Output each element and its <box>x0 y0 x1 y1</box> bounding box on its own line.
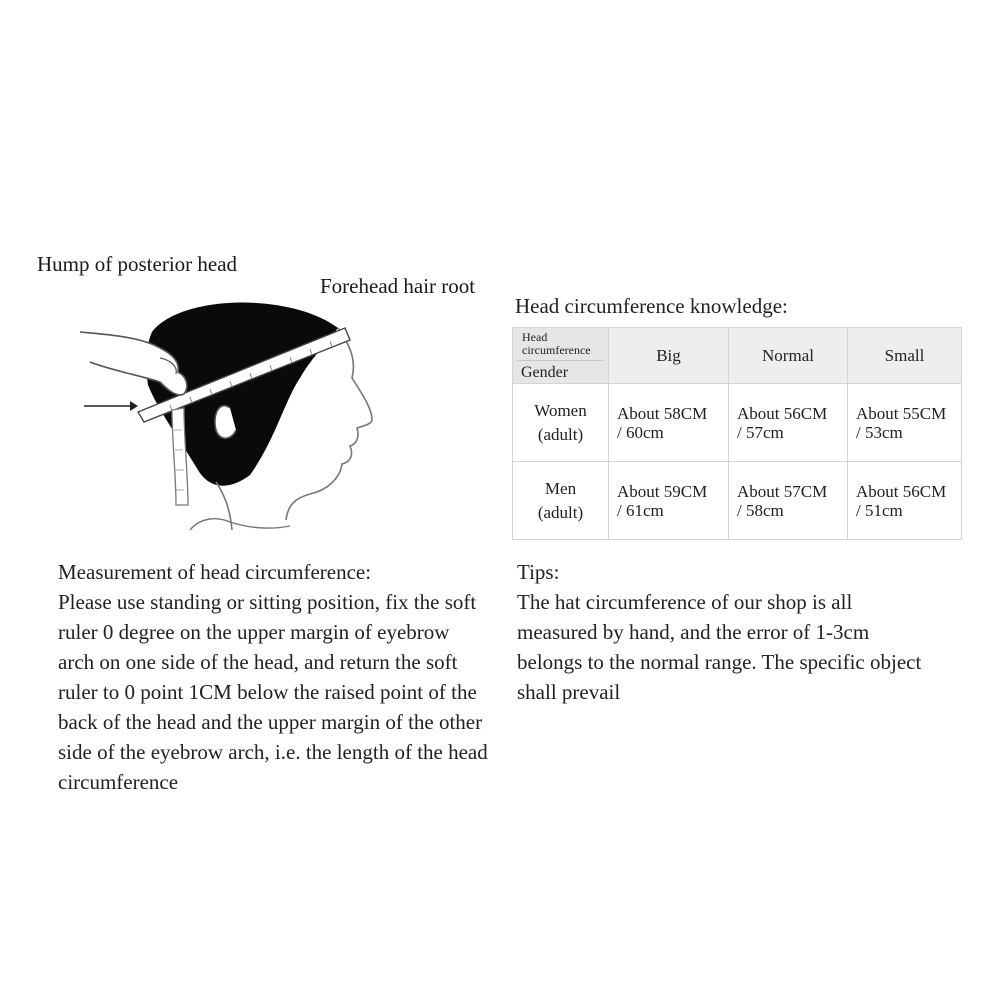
size-value-alt: / 51cm <box>856 500 903 520</box>
head-measurement-illustration <box>60 290 390 540</box>
table-corner-cell <box>513 328 609 384</box>
size-value-alt: / 53cm <box>856 422 903 442</box>
size-value: About 57CM <box>737 481 828 501</box>
size-cell-women-big <box>609 384 729 462</box>
measurement-body: Please use standing or sitting position, fix the soft ruler 0 degree on the upper margin of eyebrow arch on one side of the head, and return the soft ruler to 0 point 1CM below the raised point of the back of the head and the upper margin of the other side of the eyebrow arch, i.e. the length of the head circumference <box>58 590 488 794</box>
size-cell-men-small <box>848 462 962 540</box>
size-cell-women-normal <box>729 384 848 462</box>
pointer-arrowhead <box>130 401 138 411</box>
table-header-row <box>513 328 962 384</box>
table-row <box>513 384 962 462</box>
gender-cell-women <box>513 384 609 462</box>
gender-label: Men <box>544 478 577 498</box>
head-circumference-knowledge-title: Head circumference knowledge: <box>515 294 788 318</box>
size-value: About 55CM <box>856 403 947 423</box>
shoulder-line <box>190 519 290 530</box>
column-header-small: Small <box>848 328 962 384</box>
gender-cell-men <box>513 462 609 540</box>
gender-qualifier: (adult) <box>537 424 584 444</box>
table-row <box>513 462 962 540</box>
tips-section <box>517 557 937 707</box>
tips-title: Tips: <box>517 560 560 584</box>
column-header-normal: Normal <box>729 328 848 384</box>
size-value-alt: / 58cm <box>737 500 784 520</box>
corner-label-gender: Gender <box>521 364 569 381</box>
measurement-instructions <box>58 557 488 797</box>
head-circumference-size-table <box>512 327 962 540</box>
corner-divider <box>517 360 604 361</box>
size-cell-men-normal <box>729 462 848 540</box>
label-forehead-hair-root: Forehead hair root <box>320 274 476 298</box>
gender-label: Women <box>534 400 587 420</box>
gender-qualifier: (adult) <box>537 502 584 522</box>
size-value-alt: / 57cm <box>737 422 784 442</box>
neck-line <box>216 482 232 530</box>
measurement-title: Measurement of head circumference: <box>58 560 372 584</box>
size-value: About 58CM <box>617 403 708 423</box>
size-value: About 56CM <box>737 403 828 423</box>
column-header-big: Big <box>609 328 729 384</box>
label-hump-of-posterior-head: Hump of posterior head <box>37 252 238 276</box>
tips-body: The hat circumference of our shop is all measured by hand, and the error of 1-3cm belongs to the normal range. The specific object shall prevail <box>517 590 922 704</box>
corner-label-head-circumference: Head circumference <box>522 330 591 357</box>
size-cell-women-small <box>848 384 962 462</box>
size-value-alt: / 61cm <box>617 500 664 520</box>
size-value: About 56CM <box>856 481 947 501</box>
size-value: About 59CM <box>617 481 708 501</box>
size-value-alt: / 60cm <box>617 422 664 442</box>
size-cell-men-big <box>609 462 729 540</box>
